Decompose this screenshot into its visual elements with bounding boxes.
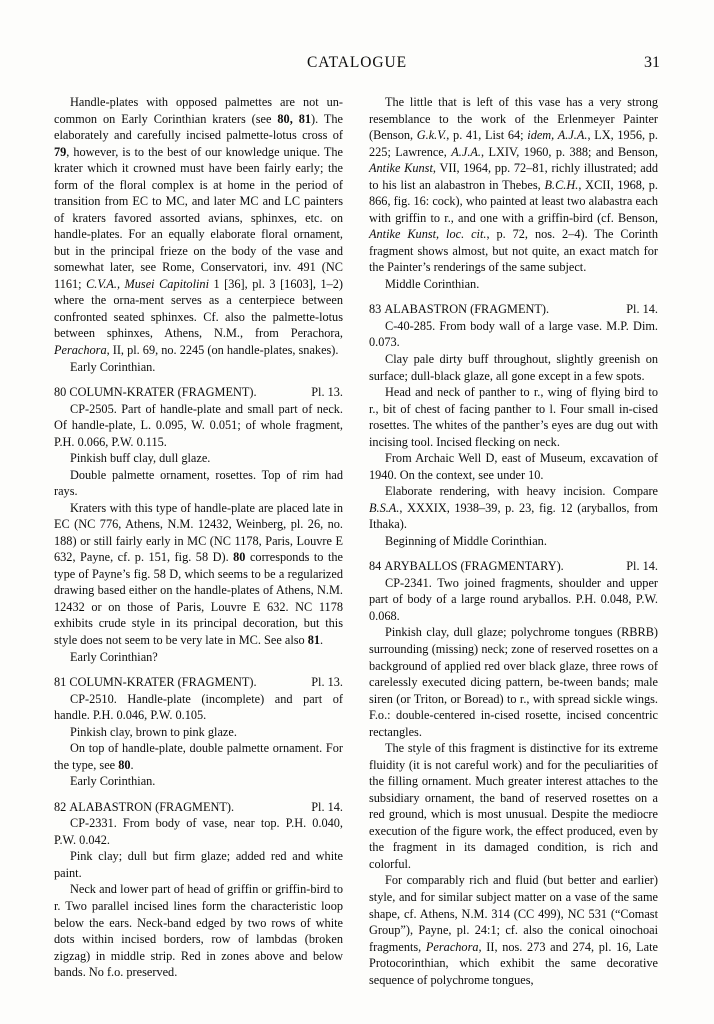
paragraph: Head and neck of panther to r., wing of flying bird to r., bit of chest of facing panther to l. Four small in-cised rosettes. The whites of the panther’s eyes are dug out with incising tool. Incised flecking on neck. [369,385,658,449]
two-column-body [54,94,660,988]
paragraph: C-40-285. From body wall of a large vase. M.P. Dim. 0.073. [369,318,658,350]
paragraph [369,483,658,533]
text-run: , XCII, 1968, p. 866, fig. 16: cock), who painted at least two alabastra each with griffin to r., and one with a griffin-bird (cf. Benson, [369,177,658,225]
left-column [54,94,343,981]
paragraph: Pinkish clay, brown to pink glaze. [70,724,237,739]
paragraph: From Archaic Well D, east of Museum, excavation of 1940. On the context, see under 10. [369,451,658,482]
text-run: , VII, 1964, pp. 72–81, richly illustrated; add to his list an alabastron in Thebes, [369,161,659,192]
entry-title: COLUMN-KRATER (FRAGMENT). [69,385,257,400]
plate-reference: Pl. 14. [626,559,658,574]
paragraph: Middle Corinthian. [385,276,480,291]
text-run: The little that is left of this vase has a very strong resemblance to the work of the Erlenmeyer Painter (Benson, [369,95,658,143]
paragraph: Neck and lower part of head of griffin or griffin-bird to r. Two parallel incised lines form the characteristic loop below the ears. Neck-band edged by two rows of white dots within incised borders, row of lambdas (broken zigzag) in middle strip. Red in zones above and below bands. No f.o. preserved. [54,882,343,980]
catalogue-entry-heading [54,384,343,401]
text-run: 1 [36], pl. 3 [1603], 1–2) where the orna-ment serves as a centerpiece between confronted seated sphinxes. Cf. also the palmette-lotus between sphinxes, Athens, N.M., from Perachora, [54,276,343,341]
text-run-italic: Perachora, [425,939,482,954]
text-run-italic: C.V.A., Musei Capitolini [86,276,209,291]
paragraph [54,740,343,773]
text-run: Kraters with this type of handle-plate are placed late in EC (NC 776, Athens, N.M. 12432, Weinberg, pl. 26, no. 188) or still fairly early in MC (NC 1178, Paris, Louvre E 632, Payne, cf. p. 151, fig. 58 D). [54,500,343,565]
paragraph: CP-2341. Two joined fragments, shoulder and upper part of body of a large round aryballos. P.H. 0.048, P.W. 0.068. [369,575,658,623]
text-run: corresponds to the type of Payne’s fig. 58 D, which seems to be a regularized drawing based either on the handle-plates of Athens, N.M. 12432 or on those of Paris, Louvre E 632. NC 1178 exhibits crude style in its principal decoration, but this style does not seem to be very late in MC. See also [54,550,343,647]
entry-title: ALABASTRON (FRAGMENT). [69,799,235,814]
text-run-bold: 81 [307,633,321,647]
text-run-italic: Antike Kunst [369,161,433,176]
paragraph: Pinkish buff clay, dull glaze. [70,451,211,466]
entry-title: ARYBALLOS (FRAGMENTARY). [384,559,564,574]
catalogue-entry-heading [54,674,343,691]
text-run: On top of handle-plate, double palmette ornament. For the type, see [54,741,343,772]
paragraph: Beginning of Middle Corinthian. [385,533,547,548]
entry-number: 81 [54,675,67,690]
text-run: ). The elaborately and carefully incised palmette-lotus cross of [54,111,343,143]
catalogue-entry-heading [369,558,658,575]
page-header [54,54,660,82]
plate-reference: Pl. 14. [626,302,658,317]
entry-number: 80 [54,385,67,400]
paragraph: Early Corinthian? [70,649,158,664]
text-run-italic: Perachora, [54,342,110,357]
text-run: Handle-plates with opposed palmettes are not un-common on Early Corinthian kraters (see [54,95,343,126]
plate-reference: Pl. 14. [311,799,343,814]
text-run: . [320,633,324,647]
paragraph: Double palmette ornament, rosettes. Top of rim had rays. [54,467,343,499]
text-run: For comparably rich and fluid (but better and earlier) style, and for similar subject matter on a vase of the same shape, cf. Athens, N.M. 314 (CC 499), NC 531 (“Comast Group”), Payne, pl. 24:1; cf. also the conical oinochoai fragments, [369,873,658,954]
text-run: , p. 41, List 64; [446,128,528,143]
text-run-bold: 80 [118,757,131,772]
paragraph: CP-2510. Handle-plate (incomplete) and part of handle. P.H. 0.046, P.W. 0.105. [54,691,343,723]
entry-number: 83 [369,302,382,317]
paragraph: Pinkish clay, dull glaze; polychrome tongues (RBRB) surrounding (missing) neck; zone of reserved rosettes on a background of applied red over black glaze, three rows of carelessly executed dicing pattern, be-tween bands; male siren (or Triton, or Boread) to r., with spread sickle wings. F.o.: double-centered in-cised rosette, incised concentric rectangles. [369,625,658,739]
text-run: II, nos. 273 and 274, pl. 16, Late Protocorinthian, which exhibit the same decorative sequence of polychrome tongues, [369,939,658,987]
text-run-italic: B.S.A. [369,500,400,515]
text-run-italic: idem, A.J.A. [527,128,588,143]
paragraph: CP-2505. Part of handle-plate and small part of neck. Of handle-plate, L. 0.095, W. 0.051; of whole fragment, P.H. 0.066, P.W. 0.115. [54,401,343,449]
entry-number: 82 [54,799,67,814]
catalogue-entry-heading [369,301,658,318]
text-run-bold: 79 [54,144,67,159]
text-run: , LX, 1956, p. 225; Lawrence, [369,128,658,159]
right-column [369,94,658,988]
text-run: , XXXIX, 1938–39, p. 23, fig. 12 (aryballos, from Ithaka). [369,500,658,532]
text-run-italic: A.J.A. [451,144,481,159]
paragraph: The style of this fragment is distinctive for its extreme fluidity (it is not careful work) and for the peculiarities of the filling ornament. Much greater interest attaches to the subsidiary ornament, the band of reserved rosettes on a red ground, which is most unusual. Despite the mediocre execution of the figure work, the effect produced, even by the fragment in its damaged condition, is rich and colorful. [369,741,658,871]
text-run: , p. 72, nos. 2–4). The Corinth fragment shows almost, but not quite, an exact match for the Painter’s renderings of the same subject. [369,227,659,275]
text-run: . [130,757,134,772]
paragraph [54,500,343,649]
text-run: Elaborate rendering, with heavy incision. Compare [385,484,658,499]
text-run: II, pl. 69, no. 2245 (on handle-plates, snakes). [109,342,339,357]
text-run-bold: 80 [233,550,246,565]
text-run-bold: 80, 81 [277,111,311,126]
page-title: CATALOGUE [306,54,408,71]
paragraph: Pink clay; dull but firm glaze; added red and white paint. [54,849,343,880]
text-run-italic: G.k.V. [416,128,447,143]
text-run: , however, is to the best of our knowledge unique. The krater which it crowned must have been fairly early; the form of the floral complex is at home in the period of transition from EC to MC, and later MC and LC painters of kraters favored assorted avians, sphinxes, etc. on handle-plates. For an equally elaborate floral ornament, but in the principal frieze on the body of the vase and somewhat later, see Rome, Conservatori, inv. 491 (NC 1161; [54,144,343,291]
paragraph: Early Corinthian. [70,774,156,789]
text-run-italic: Antike Kunst, loc. cit. [369,227,487,242]
text-run-italic: B.C.H. [544,177,579,192]
entry-title: ALABASTRON (FRAGMENT). [384,302,550,317]
plate-reference: Pl. 13. [311,675,343,690]
paragraph [369,872,658,988]
page-number: 31 [644,54,660,71]
paragraph: CP-2331. From body of vase, near top. P.H. 0.040, P.W. 0.042. [54,816,343,847]
entry-title: COLUMN-KRATER (FRAGMENT). [69,675,257,690]
paragraph [54,94,343,359]
paragraph [369,94,658,276]
plate-reference: Pl. 13. [311,385,343,400]
paragraph: Early Corinthian. [70,359,156,374]
entry-number: 84 [369,559,382,574]
catalogue-entry-heading [54,799,343,816]
paragraph: Clay pale dirty buff throughout, slightly greenish on surface; dull-black glaze, all gone except in a few spots. [369,351,658,383]
text-run: , LXIV, 1960, p. 388; and Benson, [481,144,658,159]
